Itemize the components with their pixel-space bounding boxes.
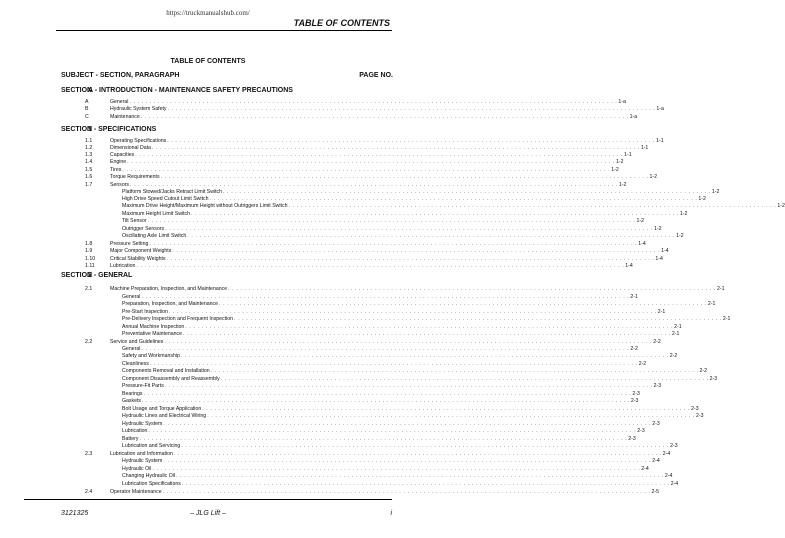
toc-entry[interactable] [0,330,680,338]
toc-entry-title: Hydraulic Oil [122,466,152,472]
footer-doc-number: 3121325 [61,510,89,517]
footer-brand: – JLG Lift – [190,510,226,517]
toc-entry-title: Bearings [122,391,143,397]
toc-entry-title: Critical Stability Weights [110,256,166,262]
dot-leader: . . . . . . . . . . . . . . . . . . . . . . . . . . . . . . . . . . . . . . . . . . . . . . . . . . . . . . . . . . . . . . . . . . . . . . . . . . . . . . . . . . . . . . . . . . . . . . . . . . . . . . . . . . . . . . . . . . . . . . . . [166,256,655,262]
toc-entry-page: 2-1 [707,301,716,307]
toc-entry-number: B [85,106,89,112]
toc-entry-title: Lubrication [122,428,148,434]
toc-entry[interactable] [0,367,708,375]
toc-entry-title: Preparation, Inspection, and Maintenance [122,301,219,307]
toc-entry-title: Pre-Start Inspection [122,309,168,315]
toc-entry-page: 2-2 [699,368,708,374]
toc-entry-title: Cleanliness [122,361,149,367]
toc-entry-page: 1-1 [640,145,649,151]
toc-entry-page: 2-3 [637,428,645,434]
toc-entry-page: 2-1 [674,324,682,330]
toc-entry-page: 1-2 [618,182,627,188]
toc-entry[interactable] [0,202,785,210]
dot-leader: . . . . . . . . . . . . . . . . . . . . . . . . . . . . . . . . . . . . . . . . . . . . . . . . . . . . . . . . . . . . . . . . . . . . . . . . . . . . . . . . . . . . . . . . . . . . . . . . . . . . . . . . . . . . . . . . . . . . . . . . [182,331,671,337]
toc-entry[interactable] [0,105,664,113]
section-title: 1 - SPECIFICATIONS [88,126,157,133]
toc-entry-number: 1.4 [85,159,93,165]
toc-entry-title: Service and Guidelines [110,339,164,345]
toc-entry[interactable] [0,472,673,480]
toc-entry-title: General [122,346,141,352]
toc-entry-page: 2-4 [670,481,679,487]
dot-leader: . . . . . . . . . . . . . . . . . . . . . . . . . . . . . . . . . . . . . . . . . . . . . . . . . . . . . . . . . . . . . . . . . . . . . . . . . . . . . . . . . . . . . . . . . . . . . . . . . . . . . . . . . . . . . . . . . . . . . . . . [185,324,674,330]
toc-entry-page: 1-2 [616,159,624,165]
dot-leader: . . . . . . . . . . . . . . . . . . . . . . . . . . . . . . . . . . . . . . . . . . . . . . . . . . . . . . . . . . . . . . . . . . . . . . . . . . . . . . . . . . . . . . . . . . . . . . . . . . . . . . . . . . . . . . . . . . . . . . . . [180,353,669,359]
toc-entry-page: 1-1 [656,138,664,144]
toc-entry-title: Lubrication and Information [110,451,173,457]
toc-entry-page: 2-4 [641,466,649,472]
toc-entry-title: Preventative Maintenance [122,331,182,337]
section-heading-1 [61,126,393,135]
dot-leader: . . . . . . . . . . . . . . . . . . . . . . . . . . . . . . . . . . . . . . . . . . . . . . . . . . . . . . . . . . . . . . . . . . . . . . . . . . . . . . . . . . . . . . . . . . . . . . . . . . . . . . . . . . . . . . . . . . . . . . . . [147,218,636,224]
dot-leader: . . . . . . . . . . . . . . . . . . . . . . . . . . . . . . . . . . . . . . . . . . . . . . . . . . . . . . . . . . . . . . . . . . . . . . . . . . . . . . . . . . . . . . . . . . . . . . . . . . . . . . . . . . . . . . . . . . . . . . . . [167,138,656,144]
dot-leader: . . . . . . . . . . . . . . . . . . . . . . . . . . . . . . . . . . . . . . . . . . . . . . . . . . . . . . . . . . . . . . . . . . . . . . . . . . . . . . . . . . . . . . . . . . . . . . . . . . . . . . . . . . . . . . . . . . . . . . . . [130,182,618,188]
source-url[interactable]: https://truckmanualshub.com/ [166,9,250,17]
dot-leader: . . . . . . . . . . . . . . . . . . . . . . . . . . . . . . . . . . . . . . . . . . . . . . . . . . . . . . . . . . . . . . . . . . . . . . . . . . . . . . . . . . . . . . . . . . . . . . . . . . . . . . . . . . . . . . . . . . . . . . . . [162,489,651,495]
toc-entry[interactable] [0,488,659,496]
toc-entry-number: 2.2 [85,339,93,345]
dot-leader: . . . . . . . . . . . . . . . . . . . . . . . . . . . . . . . . . . . . . . . . . . . . . . . . . . . . . . . . . . . . . . . . . . . . . . . . . . . . . . . . . . . . . . . . . . . . . . . . . . . . . . . . . . . . . . . . . . . . . . . . [127,159,616,165]
toc-entry-page: 1-1 [624,152,632,158]
toc-entry-number: 1.1 [85,138,93,144]
toc-entry-page: 1-2 [679,211,688,217]
section-title: A - INTRODUCTION - MAINTENANCE SAFETY PRECAUTIONS [88,87,293,94]
toc-entry-title: Bolt Usage and Torque Application [122,406,202,412]
toc-entry-page: 2-3 [670,443,678,449]
toc-entry-number: 1.10 [85,256,96,262]
dot-leader: . . . . . . . . . . . . . . . . . . . . . . . . . . . . . . . . . . . . . . . . . . . . . . . . . . . . . . . . . . . . . . . . . . . . . . . . . . . . . . . . . . . . . . . . . . . . . . . . . . . . . . . . . . . . . . . . . . . . . . . . [209,196,698,202]
toc-entry-title: Hydraulic System [122,421,163,427]
toc-entry-page: 1-2 [611,167,619,173]
toc-entry[interactable] [0,442,678,450]
toc-entry-page: 2-1 [722,316,731,322]
toc-entry-title: Safety and Workmanship [122,353,180,359]
toc-entry-title: Hydraulic Lines and Electrical Wiring [122,413,207,419]
dot-leader: . . . . . . . . . . . . . . . . . . . . . . . . . . . . . . . . . . . . . . . . . . . . . . . . . . . . . . . . . . . . . . . . . . . . . . . . . . . . . . . . . . . . . . . . . . . . . . . . . . . . . . . . . . . . . . . . . . . . . . . . [191,211,679,217]
toc-entry-page: 2-3 [691,406,699,412]
toc-entry[interactable] [0,158,624,166]
column-header-subject: SUBJECT - SECTION, PARAGRAPH [61,72,180,79]
header-rule [56,30,392,31]
toc-entry[interactable] [0,352,678,360]
toc-entry-page: 2-4 [664,473,673,479]
column-headers [61,72,393,81]
toc-entry-title: High Drive Speed Cutout Limit Switch [122,196,209,202]
toc-entry-page: 2-2 [630,346,638,352]
toc-entry-page: 2-1 [671,331,680,337]
toc-entry-title: Lubrication Specifications [122,481,181,487]
toc-entry-page: 2-1 [630,294,638,300]
dot-leader: . . . . . . . . . . . . . . . . . . . . . . . . . . . . . . . . . . . . . . . . . . . . . . . . . . . . . . . . . . . . . . . . . . . . . . . . . . . . . . . . . . . . . . . . . . . . . . . . . . . . . . . . . . . . . . . . . . . . . . . . [187,233,676,239]
section-label: SECTION [61,126,93,133]
toc-entry-page: 2-1 [657,309,666,315]
toc-entry-page: 2-3 [652,421,660,427]
toc-entry-number: 1.3 [85,152,93,158]
dot-leader: . . . . . . . . . . . . . . . . . . . . . . . . . . . . . . . . . . . . . . . . . . . . . . . . . . . . . . . . . . . . . . . . . . . . . . . . . . . . . . . . . . . . . . . . . . . . . . . . . . . . . . . . . . . . . . . . . . . . . . . . [223,189,711,195]
toc-entry-title: Pressure-Fit Parts [122,383,164,389]
toc-entry-title: Sensors [110,182,130,188]
dot-leader: . . . . . . . . . . . . . . . . . . . . . . . . . . . . . . . . . . . . . . . . . . . . . . . . . . . . . . . . . . . . . . . . . . . . . . . . . . . . . . . . . . . . . . . . . . . . . . . . . . . . . . . . . . . . . . . . . . . . . . . . [122,167,611,173]
dot-leader: . . . . . . . . . . . . . . . . . . . . . . . . . . . . . . . . . . . . . . . . . . . . . . . . . . . . . . . . . . . . . . . . . . . . . . . . . . . . . . . . . . . . . . . . . . . . . . . . . . . . . . . . . . . . . . . . . . . . . . . . [163,421,652,427]
toc-entry-page: 1-2 [676,233,684,239]
dot-leader: . . . . . . . . . . . . . . . . . . . . . . . . . . . . . . . . . . . . . . . . . . . . . . . . . . . . . . . . . . . . . . . . . . . . . . . . . . . . . . . . . . . . . . . . . . . . . . . . . . . . . . . . . . . . . . . . . . . . . . . . [152,466,641,472]
dot-leader: . . . . . . . . . . . . . . . . . . . . . . . . . . . . . . . . . . . . . . . . . . . . . . . . . . . . . . . . . . . . . . . . . . . . . . . . . . . . . . . . . . . . . . . . . . . . . . . . . . . . . . . . . . . . . . . . . . . . . . . . [136,263,625,269]
toc-entry-title: Machine Preparation, Inspection, and Maintenance [110,286,228,292]
toc-entry-page: 2-2 [638,361,647,367]
toc-entry-title: Gaskets [122,398,142,404]
toc-entry-title: General [110,99,129,105]
toc-entry-page: 1-2 [649,174,657,180]
column-header-page: PAGE NO. [359,72,393,79]
toc-entry-page: 1-2 [711,189,720,195]
toc-entry-page: 2-4 [652,458,660,464]
toc-entry-number: 2.3 [85,451,93,457]
toc-entry-number: 1.8 [85,241,93,247]
toc-entry[interactable] [0,173,657,181]
toc-entry-title: Pressure Setting [110,241,149,247]
toc-entry-title: Dimensional Data [110,145,151,151]
footer-rule [24,499,392,500]
toc-entry[interactable] [0,457,660,465]
section-title: 2 - GENERAL [88,272,133,279]
toc-entry[interactable] [0,113,638,121]
toc-entry-number: 1.7 [85,182,93,188]
toc-entry-title: Component Disassembly and Reassembly [122,376,220,382]
section-label: SECTION [61,87,93,94]
toc-entry-number: 1.6 [85,174,93,180]
toc-entry[interactable] [0,480,679,488]
dot-leader: . . . . . . . . . . . . . . . . . . . . . . . . . . . . . . . . . . . . . . . . . . . . . . . . . . . . . . . . . . . . . . . . . . . . . . . . . . . . . . . . . . . . . . . . . . . . . . . . . . . . . . . . . . . . . . . . . . . . . . . . [176,473,664,479]
toc-entry-page: 1-2 [698,196,706,202]
toc-entry-number: C [85,114,89,120]
toc-entry[interactable] [0,382,662,390]
toc-entry-title: Capacities [110,152,135,158]
toc-entry[interactable] [0,247,669,255]
dot-leader: . . . . . . . . . . . . . . . . . . . . . . . . . . . . . . . . . . . . . . . . . . . . . . . . . . . . . . . . . . . . . . . . . . . . . . . . . . . . . . . . . . . . . . . . . . . . . . . . . . . . . . . . . . . . . . . . . . . . . . . . [181,481,670,487]
dot-leader: . . . . . . . . . . . . . . . . . . . . . . . . . . . . . . . . . . . . . . . . . . . . . . . . . . . . . . . . . . . . . . . . . . . . . . . . . . . . . . . . . . . . . . . . . . . . . . . . . . . . . . . . . . . . . . . . . . . . . . . . [141,346,630,352]
dot-leader: . . . . . . . . . . . . . . . . . . . . . . . . . . . . . . . . . . . . . . . . . . . . . . . . . . . . . . . . . . . . . . . . . . . . . . . . . . . . . . . . . . . . . . . . . . . . . . . . . . . . . . . . . . . . . . . . . . . . . . . . [139,436,628,442]
dot-leader: . . . . . . . . . . . . . . . . . . . . . . . . . . . . . . . . . . . . . . . . . . . . . . . . . . . . . . . . . . . . . . . . . . . . . . . . . . . . . . . . . . . . . . . . . . . . . . . . . . . . . . . . . . . . . . . . . . . . . . . . [164,339,653,345]
toc-entry-page: 2-4 [662,451,671,457]
toc-entry-title: Lubrication [110,263,136,269]
dot-leader: . . . . . . . . . . . . . . . . . . . . . . . . . . . . . . . . . . . . . . . . . . . . . . . . . . . . . . . . . . . . . . . . . . . . . . . . . . . . . . . . . . . . . . . . . . . . . . . . . . . . . . . . . . . . . . . . . . . . . . . . [143,391,632,397]
dot-leader: . . . . . . . . . . . . . . . . . . . . . . . . . . . . . . . . . . . . . . . . . . . . . . . . . . . . . . . . . . . . . . . . . . . . . . . . . . . . . . . . . . . . . . . . . . . . . . . . . . . . . . . . . . . . . . . . . . . . . . . . [202,406,691,412]
toc-entry[interactable] [0,217,644,225]
toc-entry-number: 2.4 [85,489,93,495]
dot-leader: . . . . . . . . . . . . . . . . . . . . . . . . . . . . . . . . . . . . . . . . . . . . . . . . . . . . . . . . . . . . . . . . . . . . . . . . . . . . . . . . . . . . . . . . . . . . . . . . . . . . . . . . . . . . . . . . . . . . . . . . [141,294,630,300]
toc-entry-title: Changing Hydraulic Oil [122,473,176,479]
section-heading-2 [61,272,393,281]
dot-leader: . . . . . . . . . . . . . . . . . . . . . . . . . . . . . . . . . . . . . . . . . . . . . . . . . . . . . . . . . . . . . . . . . . . . . . . . . . . . . . . . . . . . . . . . . . . . . . . . . . . . . . . . . . . . . . . . . . . . . . . . [129,99,618,105]
toc-entry[interactable] [0,232,684,240]
toc-entry[interactable] [0,397,639,405]
toc-entry-title: Pre-Delivery Inspection and Frequent Inspection [122,316,234,322]
toc-entry-page: 2-1 [716,286,725,292]
dot-leader: . . . . . . . . . . . . . . . . . . . . . . . . . . . . . . . . . . . . . . . . . . . . . . . . . . . . . . . . . . . . . . . . . . . . . . . . . . . . . . . . . . . . . . . . . . . . . . . . . . . . . . . . . . . . . . . . . . . . . . . . [160,174,649,180]
dot-leader: . . . . . . . . . . . . . . . . . . . . . . . . . . . . . . . . . . . . . . . . . . . . . . . . . . . . . . . . . . . . . . . . . . . . . . . . . . . . . . . . . . . . . . . . . . . . . . . . . . . . . . . . . . . . . . . . . . . . . . . . [168,309,657,315]
toc-entry-page: 2-3 [653,383,662,389]
toc-entry-page: 2-3 [709,376,718,382]
toc-entry-number: 1.11 [85,263,95,269]
section-heading-a [61,87,393,96]
toc-entry-title: Operator Maintenance [110,489,162,495]
toc-entry-title: General [122,294,141,300]
dot-leader: . . . . . . . . . . . . . . . . . . . . . . . . . . . . . . . . . . . . . . . . . . . . . . . . . . . . . . . . . . . . . . . . . . . . . . . . . . . . . . . . . . . . . . . . . . . . . . . . . . . . . . . . . . . . . . . . . . . . . . . . [167,106,656,112]
toc-entry-title: Torque Requirements [110,174,160,180]
toc-entry-title: Maintenance [110,114,140,120]
toc-entry-title: Hydraulic System [122,458,163,464]
toc-entry[interactable] [0,300,716,308]
toc-entry-page: 1-4 [655,256,663,262]
toc-entry-title: Maximum Drive Height/Maximum Height without Outriggers Limit Switch [122,203,288,209]
toc-entry[interactable] [0,427,645,435]
dot-leader: . . . . . . . . . . . . . . . . . . . . . . . . . . . . . . . . . . . . . . . . . . . . . . . . . . . . . . . . . . . . . . . . . . . . . . . . . . . . . . . . . . . . . . . . . . . . . . . . . . . . . . . . . . . . . . . . . . . . . . . . [210,368,699,374]
toc-entry-number: 1.2 [85,145,93,151]
dot-leader: . . . . . . . . . . . . . . . . . . . . . . . . . . . . . . . . . . . . . . . . . . . . . . . . . . . . . . . . . . . . . . . . . . . . . . . . . . . . . . . . . . . . . . . . . . . . . . . . . . . . . . . . . . . . . . . . . . . . . . . . [234,316,722,322]
toc-entry-title: Maximum Height Limit Switch [122,211,191,217]
toc-entry-page: 1-4 [638,241,646,247]
section-label: SECTION [61,272,93,279]
toc-entry[interactable] [0,412,704,420]
toc-entry-page: 1-a [656,106,664,112]
toc-entry-title: Annual Machine Inspection [122,324,185,330]
toc-entry-page: 2-3 [630,398,639,404]
toc-entry-page: 2-3 [632,391,640,397]
toc-entry-title: Components Removal and Installation [122,368,210,374]
toc-entry[interactable] [0,285,725,293]
toc-entry-page: 1-2 [636,218,644,224]
toc-entry-title: Tilt Sensor [122,218,147,224]
toc-entry-title: Lubrication and Servicing [122,443,181,449]
dot-leader: . . . . . . . . . . . . . . . . . . . . . . . . . . . . . . . . . . . . . . . . . . . . . . . . . . . . . . . . . . . . . . . . . . . . . . . . . . . . . . . . . . . . . . . . . . . . . . . . . . . . . . . . . . . . . . . . . . . . . . . . [149,361,638,367]
toc-entry-title: Tires [110,167,122,173]
toc-entry-page: 2-2 [653,339,661,345]
toc-entry-number: 2.1 [85,286,93,292]
dot-leader: . . . . . . . . . . . . . . . . . . . . . . . . . . . . . . . . . . . . . . . . . . . . . . . . . . . . . . . . . . . . . . . . . . . . . . . . . . . . . . . . . . . . . . . . . . . . . . . . . . . . . . . . . . . . . . . . . . . . . . . . [228,286,716,292]
dot-leader: . . . . . . . . . . . . . . . . . . . . . . . . . . . . . . . . . . . . . . . . . . . . . . . . . . . . . . . . . . . . . . . . . . . . . . . . . . . . . . . . . . . . . . . . . . . . . . . . . . . . . . . . . . . . . . . . . . . . . . . . [220,376,709,382]
dot-leader: . . . . . . . . . . . . . . . . . . . . . . . . . . . . . . . . . . . . . . . . . . . . . . . . . . . . . . . . . . . . . . . . . . . . . . . . . . . . . . . . . . . . . . . . . . . . . . . . . . . . . . . . . . . . . . . . . . . . . . . . [172,248,661,254]
page-title: TABLE OF CONTENTS [170,58,246,65]
dot-leader: . . . . . . . . . . . . . . . . . . . . . . . . . . . . . . . . . . . . . . . . . . . . . . . . . . . . . . . . . . . . . . . . . . . . . . . . . . . . . . . . . . . . . . . . . . . . . . . . . . . . . . . . . . . . . . . . . . . . . . . . [288,203,777,209]
toc-entry-title: Hydraulic System Safety [110,106,167,112]
dot-leader: . . . . . . . . . . . . . . . . . . . . . . . . . . . . . . . . . . . . . . . . . . . . . . . . . . . . . . . . . . . . . . . . . . . . . . . . . . . . . . . . . . . . . . . . . . . . . . . . . . . . . . . . . . . . . . . . . . . . . . . . [140,114,629,120]
toc-entry-page: 1-2 [777,203,785,209]
toc-entry[interactable] [0,262,633,270]
toc-entry-page: 1-4 [625,263,633,269]
dot-leader: . . . . . . . . . . . . . . . . . . . . . . . . . . . . . . . . . . . . . . . . . . . . . . . . . . . . . . . . . . . . . . . . . . . . . . . . . . . . . . . . . . . . . . . . . . . . . . . . . . . . . . . . . . . . . . . . . . . . . . . . [148,428,637,434]
toc-entry[interactable] [0,315,731,323]
toc-entry-page: 1-a [618,99,626,105]
dot-leader: . . . . . . . . . . . . . . . . . . . . . . . . . . . . . . . . . . . . . . . . . . . . . . . . . . . . . . . . . . . . . . . . . . . . . . . . . . . . . . . . . . . . . . . . . . . . . . . . . . . . . . . . . . . . . . . . . . . . . . . . [149,241,638,247]
toc-entry-page: 1-a [629,114,638,120]
toc-entry-page: 1-2 [653,226,662,232]
dot-leader: . . . . . . . . . . . . . . . . . . . . . . . . . . . . . . . . . . . . . . . . . . . . . . . . . . . . . . . . . . . . . . . . . . . . . . . . . . . . . . . . . . . . . . . . . . . . . . . . . . . . . . . . . . . . . . . . . . . . . . . . [135,152,624,158]
toc-entry-page: 2-5 [651,489,659,495]
toc-entry-title: Outrigger Sensors [122,226,165,232]
dot-leader: . . . . . . . . . . . . . . . . . . . . . . . . . . . . . . . . . . . . . . . . . . . . . . . . . . . . . . . . . . . . . . . . . . . . . . . . . . . . . . . . . . . . . . . . . . . . . . . . . . . . . . . . . . . . . . . . . . . . . . . . [164,383,653,389]
toc-entry-number: A [85,99,89,105]
dot-leader: . . . . . . . . . . . . . . . . . . . . . . . . . . . . . . . . . . . . . . . . . . . . . . . . . . . . . . . . . . . . . . . . . . . . . . . . . . . . . . . . . . . . . . . . . . . . . . . . . . . . . . . . . . . . . . . . . . . . . . . . [165,226,653,232]
toc-entry-number: 1.5 [85,167,93,173]
dot-leader: . . . . . . . . . . . . . . . . . . . . . . . . . . . . . . . . . . . . . . . . . . . . . . . . . . . . . . . . . . . . . . . . . . . . . . . . . . . . . . . . . . . . . . . . . . . . . . . . . . . . . . . . . . . . . . . . . . . . . . . . [151,145,640,151]
toc-entry-title: Battery [122,436,139,442]
dot-leader: . . . . . . . . . . . . . . . . . . . . . . . . . . . . . . . . . . . . . . . . . . . . . . . . . . . . . . . . . . . . . . . . . . . . . . . . . . . . . . . . . . . . . . . . . . . . . . . . . . . . . . . . . . . . . . . . . . . . . . . . [207,413,696,419]
toc-entry-title: Platform Stowed/Jacks Retract Limit Switch [122,189,223,195]
dot-leader: . . . . . . . . . . . . . . . . . . . . . . . . . . . . . . . . . . . . . . . . . . . . . . . . . . . . . . . . . . . . . . . . . . . . . . . . . . . . . . . . . . . . . . . . . . . . . . . . . . . . . . . . . . . . . . . . . . . . . . . . [181,443,670,449]
toc-entry-title: Major Component Weights [110,248,172,254]
footer-page-number: i [390,510,392,517]
header-title: TABLE OF CONTENTS [293,18,390,28]
dot-leader: . . . . . . . . . . . . . . . . . . . . . . . . . . . . . . . . . . . . . . . . . . . . . . . . . . . . . . . . . . . . . . . . . . . . . . . . . . . . . . . . . . . . . . . . . . . . . . . . . . . . . . . . . . . . . . . . . . . . . . . . [173,451,662,457]
dot-leader: . . . . . . . . . . . . . . . . . . . . . . . . . . . . . . . . . . . . . . . . . . . . . . . . . . . . . . . . . . . . . . . . . . . . . . . . . . . . . . . . . . . . . . . . . . . . . . . . . . . . . . . . . . . . . . . . . . . . . . . . [163,458,652,464]
toc-entry-page: 2-3 [696,413,704,419]
toc-entry-title: Operating Specifications [110,138,167,144]
toc-entry-number: 1.9 [85,248,93,254]
dot-leader: . . . . . . . . . . . . . . . . . . . . . . . . . . . . . . . . . . . . . . . . . . . . . . . . . . . . . . . . . . . . . . . . . . . . . . . . . . . . . . . . . . . . . . . . . . . . . . . . . . . . . . . . . . . . . . . . . . . . . . . . [142,398,630,404]
toc-entry-title: Engine [110,159,127,165]
toc-entry-page: 1-4 [661,248,669,254]
toc-entry-title: Oscillating Axle Limit Switch [122,233,187,239]
toc-entry-page: 2-2 [669,353,678,359]
dot-leader: . . . . . . . . . . . . . . . . . . . . . . . . . . . . . . . . . . . . . . . . . . . . . . . . . . . . . . . . . . . . . . . . . . . . . . . . . . . . . . . . . . . . . . . . . . . . . . . . . . . . . . . . . . . . . . . . . . . . . . . . [219,301,707,307]
toc-entry-page: 2-3 [628,436,636,442]
